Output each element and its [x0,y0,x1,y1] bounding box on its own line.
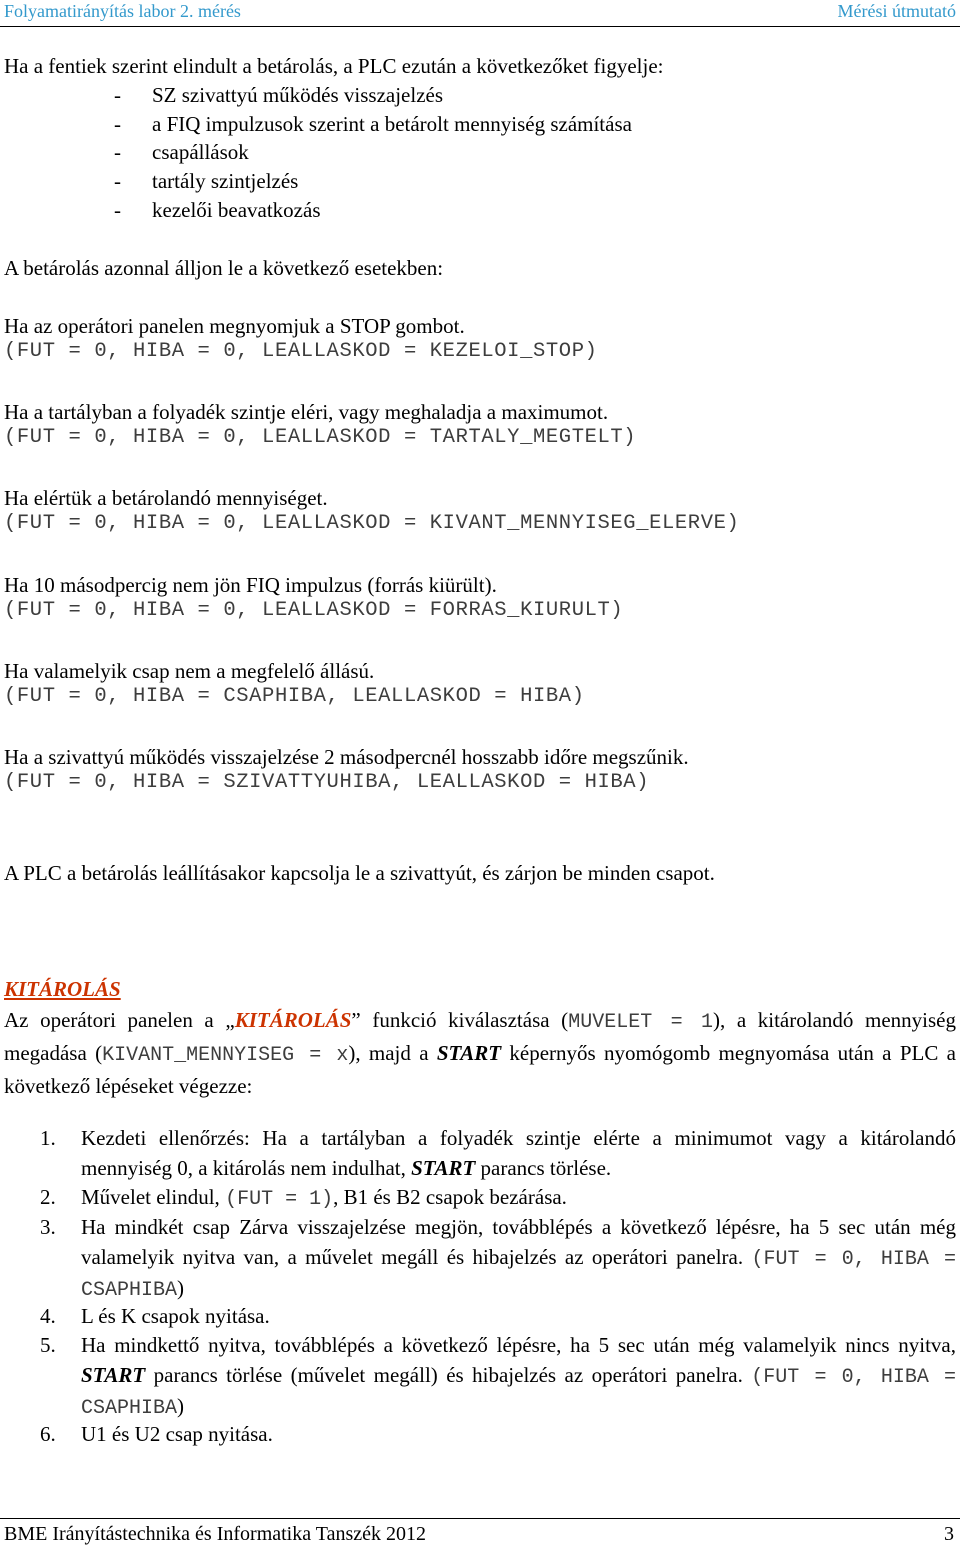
list-item: - tartály szintjelzés [114,169,299,193]
condition-code: (FUT = 0, HIBA = 0, LEALLASKOD = KIVANT_MENNYISEG_ELERVE) [4,512,740,535]
list-item: - SZ szivattyú működés visszajelzés [114,83,444,107]
condition-code: (FUT = 0, HIBA = 0, LEALLASKOD = TARTALY_MEGTELT) [4,426,637,449]
condition-text: Ha elértük a betárolandó mennyiséget. [4,486,328,510]
intro-text: Ha a fentiek szerint elindult a betárolás, a PLC ezután a következőket figyelje: [4,54,664,78]
page-header [0,0,960,27]
header-title: Folyamatirányítás labor 2. mérés [4,1,241,21]
condition-text: Ha 10 másodpercig nem jön FIQ impulzus (forrás kiürült). [4,573,497,597]
condition-code: (FUT = 0, HIBA = CSAPHIBA, LEALLASKOD = HIBA) [4,685,585,708]
condition-code: (FUT = 0, HIBA = 0, LEALLASKOD = KEZELOI_STOP) [4,340,598,363]
page-footer [0,1518,960,1546]
condition-code: (FUT = 0, HIBA = 0, LEALLASKOD = FORRAS_KIURULT) [4,599,624,622]
list-item: - csapállások [114,140,249,164]
stop-intro: A betárolás azonnal álljon le a következő esetekben: [4,256,444,280]
condition-code: (FUT = 0, HIBA = SZIVATTYUHIBA, LEALLASKOD = HIBA) [4,771,650,794]
condition-text: Ha a szivattyú működés visszajelzése 2 másodpercnél hosszabb időre megszűnik. [4,745,689,769]
list-item: - a FIQ impulzusok szerint a betárolt mennyiség számítása [114,112,632,136]
condition-text: Ha a tartályban a folyadék szintje eléri, vagy meghaladja a maximumot. [4,400,609,424]
condition-text: Ha az operátori panelen megnyomjuk a STOP gombot. [4,314,465,338]
kitarolas-paragraph: Az operátori panelen a „KITÁROLÁS” funkció kiválasztása (MUVELET = 1), a kitárolandó mennyiség megadása (KIVANT_MENNYISEG = x), majd a START képernyős nyomógomb megnyomása után a PLC a következő lépéseket végezze: [4,1008,956,1098]
section-heading: KITÁROLÁS [4,977,121,1001]
footer-institution: BME Irányítástechnika és Informatika Tanszék 2012 [4,1523,426,1545]
header-subtitle: Mérési útmutató [837,1,956,21]
condition-text: Ha valamelyik csap nem a megfelelő állású. [4,659,375,683]
plc-stop-text: A PLC a betárolás leállításakor kapcsolja le a szivattyút, és zárjon be minden csapot. [4,861,715,885]
page-number: 3 [944,1523,954,1545]
list-item: - kezelői beavatkozás [114,198,321,222]
